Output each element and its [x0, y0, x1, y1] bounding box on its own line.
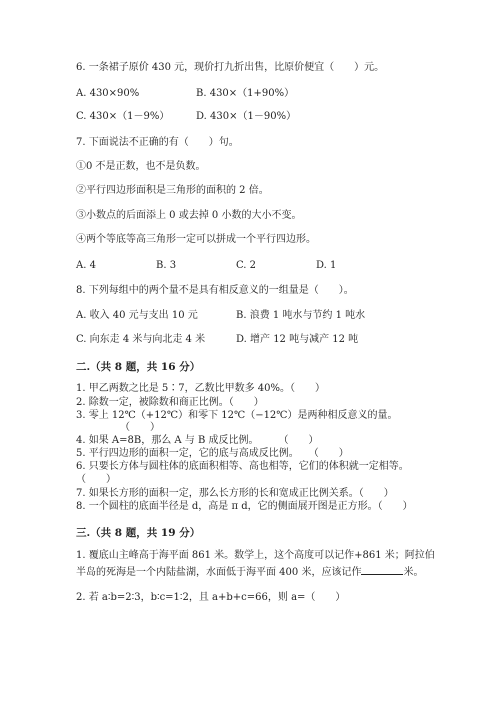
q8-stem: 8. 下列每组中的两个量不是具有相反意义的一组量是（ ）。	[76, 285, 354, 296]
section-2-item-8: 8. 一个圆柱的底面半径是 d，高是 π d，它的侧面展开图是正方形。（ ）	[76, 501, 413, 512]
answer-blank	[361, 565, 403, 575]
section-2-item-3: 3. 零上 12℃（+12℃）和零下 12℃（−12℃）是两种相反意义的量。	[76, 410, 398, 421]
section-3-item-2: 2. 若 a∶b=2∶3，b∶c=1∶2，且 a+b+c=66，则 a=（ ）	[76, 592, 346, 603]
q6-option-a: A. 430×90%	[76, 88, 140, 99]
section-2-title: 二.（共 8 题，共 16 分）	[76, 361, 201, 373]
section-2-item-6: 6. 只要长方体与圆柱体的底面积相等、高也相等，它们的体积就一定相等。	[76, 461, 409, 472]
section-2-item-1: 1. 甲乙两数之比是 5∶7，乙数比甲数多 40%。（ ）	[76, 383, 326, 394]
section-2-item-6-blank: （ ）	[76, 474, 116, 485]
section-2-item-7: 7. 如果长方形的面积一定，那么长方形的长和宽成正比例关系。（ ）	[76, 488, 394, 499]
section-3-title: 三.（共 8 题，共 19 分）	[76, 527, 201, 539]
q6-option-b: B. 430×（1+90%）	[196, 88, 295, 99]
q7-option-b: B. 3	[156, 260, 177, 271]
q7-statement-4: ④两个等底等高三角形一定可以拼成一个平行四边形。	[76, 234, 316, 245]
q7-statement-3: ③小数点的后面添上 0 或去掉 0 小数的大小不变。	[76, 210, 302, 221]
q8-option-c: C. 向东走 4 米与向北走 4 米	[76, 334, 206, 345]
q6-option-d: D. 430×（1－90%）	[196, 111, 297, 122]
q7-option-c: C. 2	[236, 260, 257, 271]
section-3-item-1-line-1: 1. 覆底山主峰高于海平面 861 米。数学上，这个高度可以记作+861 米；阿拉伯	[76, 550, 435, 561]
q8-option-d: D. 增产 12 吨与减产 12 吨	[236, 334, 359, 345]
section-2-item-3-blank: （ ）	[120, 422, 160, 433]
section-2-item-5: 5. 平行四边形的面积一定，它的底与高成反比例。 （ ）	[76, 448, 349, 459]
q6-stem: 6. 一条裙子原价 430 元，现价打九折出售，比原价便宜（ ）元。	[76, 62, 385, 73]
q7-stem: 7. 下面说法不正确的有（ ）句。	[76, 137, 239, 148]
section-2-item-4: 4. 如果 A=8B，那么 A 与 B 成反比例。 （ ）	[76, 435, 319, 446]
q7-option-d: D. 1	[316, 260, 337, 271]
q8-option-a: A. 收入 40 元与支出 10 元	[76, 310, 198, 321]
q7-statement-2: ②平行四边形面积是三角形的面积的 2 倍。	[76, 185, 269, 196]
section-3-item-1-text: 半岛的死海是一个内陆盐湖，水面低于海平面 400 米，应该记作	[76, 567, 362, 578]
section-3-item-1-line-2	[76, 565, 423, 579]
q7-statement-1: ①0 不是正数，也不是负数。	[76, 161, 206, 172]
q6-option-c: C. 430×（1－9%）	[76, 111, 170, 122]
q7-option-a: A. 4	[76, 260, 96, 271]
q8-option-b: B. 浪费 1 吨水与节约 1 吨水	[236, 310, 366, 321]
section-2-item-2: 2. 除数一定，被除数和商正比例。（ ）	[76, 397, 264, 408]
section-3-item-1-unit: 米。	[403, 567, 424, 578]
